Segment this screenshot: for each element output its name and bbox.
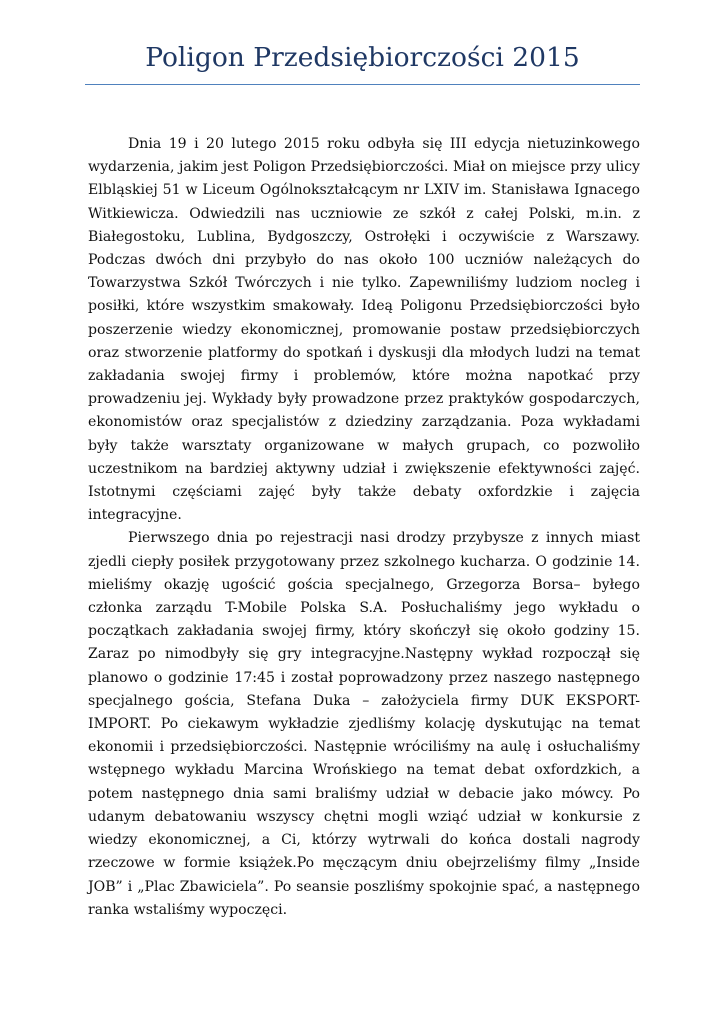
paragraph-1: Dnia 19 i 20 lutego 2015 roku odbyła się III edycja nietuzinkowego wydarzenia, jakim jest Poligon Przedsiębiorczości. Miał on miejsce przy ulicy Elbląskiej 51 w Liceum Ogólnokształcącym nr LXIV im. Stanisława Ignacego Witkiewicza. Odwiedzili nas uczniowie ze szkół z całej Polski, m.in. z Białegostoku, Lublina, Bydgoszczy, Ostrołęki i oczywiście z Warszawy. Podczas dwóch dni przybyło do nas około 100 uczniów należących do Towarzystwa Szkół Twórczych i nie tylko. Zapewniliśmy ludziom nocleg i posiłki, które wszystkim smakowały. Ideą Poligonu Przedsiębiorczości było poszerzenie wiedzy ekonomicznej, promowanie postaw przedsiębiorczych oraz stworzenie platformy do spotkań i dyskusji dla młodych ludzi na temat zakładania swojej firmy i problemów, które można napotkać przy prowadzeniu jej. Wykłady były prowadzone przez praktyków gospodarczych, ekonomistów oraz specjalistów z dziedziny zarządzania. Poza wykładami były także warsztaty organizowane w małych grupach, co pozwoliło uczestnikom na bardziej aktywny udział i zwiększenie efektywności zajęć. Istotnymi częściami zajęć były także debaty oxfordzkie i zajęcia integracyjne. (88, 136, 640, 524)
title-underline (85, 84, 640, 85)
document-body (88, 133, 640, 922)
document-title: Poligon Przedsiębiorczości 2015 (145, 42, 580, 73)
paragraph-2: Pierwszego dnia po rejestracji nasi drodzy przybysze z innych miast zjedli ciepły posiłek przygotowany przez szkolnego kucharza. O godzinie 14. mieliśmy okazję ugościć gościa specjalnego, Grzegorza Borsa– byłego członka zarządu T-Mobile Polska S.A. Posłuchaliśmy jego wykładu o początkach zakładania swojej firmy, który skończył się około godziny 15. Zaraz po nimodbyły się gry integracyjne.Następny wykład rozpoczął się planowo o godzinie 17:45 i został poprowadzony przez naszego następnego specjalnego gościa, Stefana Duka – założyciela firmy DUK EKSPORT-IMPORT. Po ciekawym wykładzie zjedliśmy kolację dyskutując na temat ekonomii i przedsiębiorczości. Następnie wróciliśmy na aulę i osłuchaliśmy wstępnego wykładu Marcina Wrońskiego na temat debat oxfordzkich, a potem następnego dnia sami braliśmy udział w debacie jako mówcy. Po udanym debatowaniu wszyscy chętni mogli wziąć udział w konkursie z wiedzy ekonomicznej, a Ci, którzy wytrwali do końca dostali nagrody rzeczowe w formie książek.Po męczącym dniu obejrzeliśmy filmy „Inside JOB” i „Plac Zbawiciela”. Po seansie poszliśmy spokojnie spać, a następnego ranka wstaliśmy wypoczęci. (88, 530, 640, 918)
